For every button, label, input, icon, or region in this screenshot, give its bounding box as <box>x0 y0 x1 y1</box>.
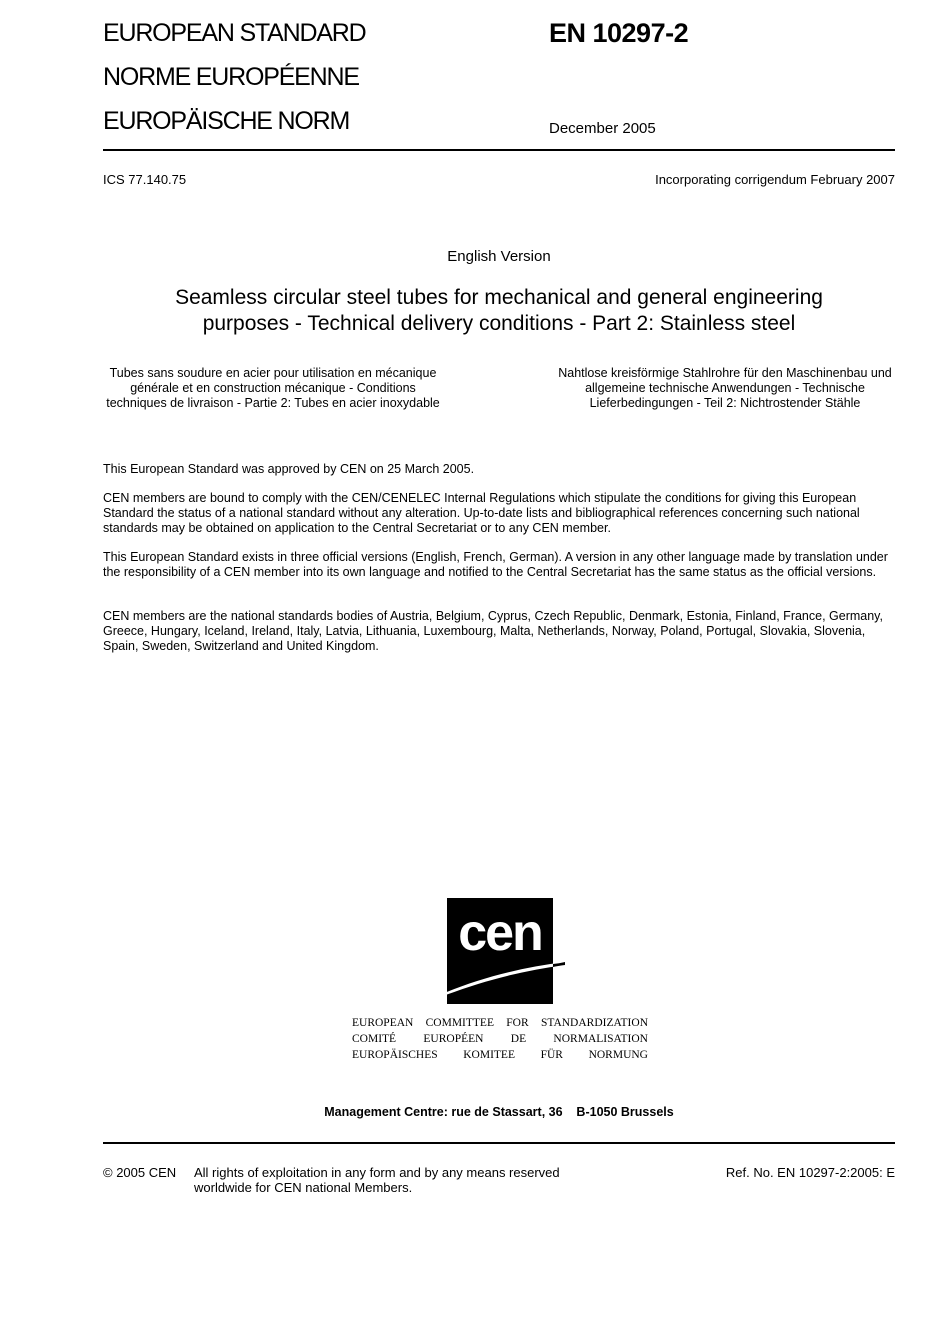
committee-name-fr: COMITÉ EUROPÉEN DE NORMALISATION <box>352 1033 648 1045</box>
compliance-paragraph: CEN members are bound to comply with the CEN/CENELEC Internal Regulations which stipulate the conditions for giving this European Standard the status of a national standard without any alteration. Up-to-date lists and bibliographical references concerning such national standards may be obtained on application to the Central Secretariat or to any CEN member. <box>103 491 860 535</box>
versions-paragraph: This European Standard exists in three official versions (English, French, German). A version in any other language made by translation under the responsibility of a CEN member into its own language and notified to the Central Secretariat has the same status as the official versions. <box>103 550 888 579</box>
rights-statement: All rights of exploitation in any form and by any means reserved worldwide for CEN national Members. <box>194 1165 560 1195</box>
copyright: © 2005 CEN <box>103 1165 177 1180</box>
standard-title-fr: NORME EUROPÉENNE <box>103 63 359 91</box>
approval-paragraph: This European Standard was approved by CEN on 25 March 2005. <box>103 462 475 476</box>
cen-logo-text: cen <box>458 904 542 962</box>
members-paragraph: CEN members are the national standards bodies of Austria, Belgium, Cyprus, Czech Republic, Denmark, Estonia, Finland, France, Germany, Greece, Hungary, Iceland, Ireland, Italy, Latvia, Lithuania, Luxembourg, Malta, Netherlands, Norway, Poland, Portugal, Slovakia, Slovenia, Spain, Sweden, Switzerland and United Kingdom. <box>103 609 883 653</box>
corrigendum-note: Incorporating corrigendum February 2007 <box>655 172 895 187</box>
version-label: English Version <box>447 248 551 265</box>
german-title: Nahtlose kreisförmige Stahlrohre für den Maschinenbau und allgemeine technische Anwendungen - Technische Lieferbedingungen - Teil 2: Nichtrostender Stähle <box>558 366 892 410</box>
publication-date: December 2005 <box>549 120 656 137</box>
document-title-line-1: Seamless circular steel tubes for mechanical and general engineering <box>175 286 823 309</box>
cen-logo-icon <box>447 898 567 1004</box>
french-title: Tubes sans soudure en acier pour utilisation en mécanique générale et en construction mécanique - Conditions techniques de livraison - Partie 2: Tubes en acier inoxydable <box>106 366 440 410</box>
footer-divider <box>103 1142 895 1144</box>
document-title-line-2: purposes - Technical delivery conditions - Part 2: Stainless steel <box>202 312 796 335</box>
header-divider <box>103 149 895 151</box>
reference-number: Ref. No. EN 10297-2:2005: E <box>725 1165 895 1180</box>
management-address: Management Centre: rue de Stassart, 36 B-1050 Brussels <box>324 1105 674 1119</box>
standard-title-de: EUROPÄISCHE NORM <box>103 107 350 135</box>
standard-number: EN 10297-2 <box>549 18 689 48</box>
committee-name-en: EUROPEAN COMMITTEE FOR STANDARDIZATION <box>352 1017 648 1029</box>
standard-title-en: EUROPEAN STANDARD <box>103 19 366 47</box>
ics-code: ICS 77.140.75 <box>103 172 187 187</box>
document-title <box>103 285 895 337</box>
committee-name-de: EUROPÄISCHES KOMITEE FÜR NORMUNG <box>352 1049 648 1061</box>
